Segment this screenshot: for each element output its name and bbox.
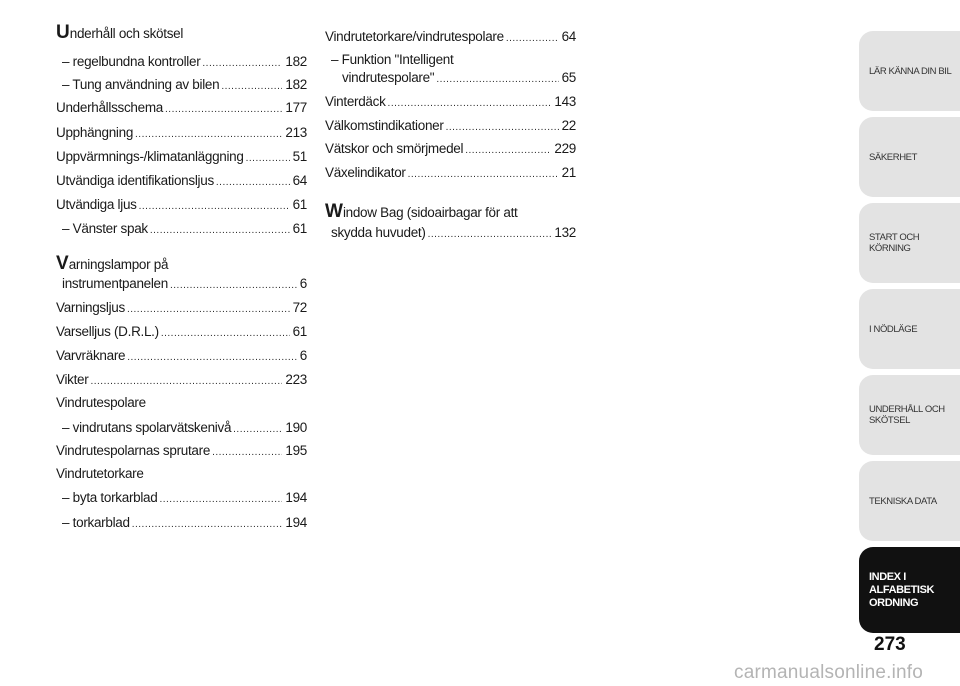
- entry-page: 6: [299, 348, 307, 363]
- index-entry: [325, 165, 576, 183]
- index-entry-label: Vindrutetorkare: [56, 466, 144, 481]
- section-heading-w: [325, 201, 576, 222]
- entry-text: – Tung användning av bilen: [62, 77, 220, 92]
- tab-label: TEKNISKA DATA: [869, 495, 937, 507]
- entry-page: 65: [561, 70, 576, 85]
- leader-dots: [127, 302, 290, 318]
- index-entry: [56, 420, 307, 438]
- section-heading-u: [56, 22, 307, 43]
- entry-text: Vinterdäck: [325, 94, 386, 109]
- entry-text: Utvändiga ljus: [56, 197, 137, 212]
- index-entry: [56, 125, 307, 143]
- entry-page: 64: [292, 173, 307, 188]
- index-entry: [56, 221, 307, 239]
- leader-dots: [465, 143, 551, 159]
- index-entry-label: – Funktion "Intelligent: [331, 52, 454, 67]
- entry-text: – byta torkarblad: [62, 490, 158, 505]
- entry-text: Varningsljus: [56, 300, 125, 315]
- index-entry: [325, 225, 576, 243]
- leader-dots: [388, 96, 552, 112]
- index-entry: [325, 29, 576, 47]
- leader-dots: [135, 127, 282, 143]
- entry-page: 64: [561, 29, 576, 44]
- entry-page: 6: [299, 276, 307, 291]
- tab-label: I NÖDLÄGE: [869, 323, 918, 335]
- entry-page: 61: [292, 324, 307, 339]
- tab-label: SÄKERHET: [869, 151, 918, 163]
- tab-label: UNDERHÅLL OCH SKÖTSEL: [869, 404, 945, 426]
- index-entry: [56, 490, 307, 508]
- entry-page: 223: [285, 372, 307, 387]
- entry-page: 22: [561, 118, 576, 133]
- index-entry: [56, 173, 307, 191]
- entry-text: Utvändiga identifikationsljus: [56, 173, 214, 188]
- index-entry: [56, 515, 307, 533]
- leader-dots: [202, 56, 282, 72]
- tab-sakerhet[interactable]: [859, 117, 960, 197]
- entry-text: Varselljus (D.R.L.): [56, 324, 159, 339]
- entry-text: – Vänster spak: [62, 221, 148, 236]
- index-entry: [325, 70, 576, 88]
- tab-label: LÄR KÄNNA DIN BIL: [869, 65, 952, 77]
- entry-page: 61: [292, 197, 307, 212]
- watermark: carmanualsonline.info: [734, 662, 924, 683]
- index-entry: [56, 443, 307, 461]
- leader-dots: [221, 79, 282, 95]
- entry-page: 190: [285, 420, 307, 435]
- index-entry: [56, 77, 307, 95]
- entry-text: Vikter: [56, 372, 89, 387]
- leader-dots: [165, 102, 282, 118]
- entry-text: Vindrutetorkare/vindrutespolare: [325, 29, 504, 44]
- tab-index-alfabetisk-ordning[interactable]: [859, 547, 960, 633]
- index-entry: [56, 372, 307, 390]
- leader-dots: [446, 120, 559, 136]
- leader-dots: [408, 167, 559, 183]
- entry-text: Växelindikator: [325, 165, 406, 180]
- heading-initial: V: [56, 253, 69, 274]
- entry-text: Välkomstindikationer: [325, 118, 444, 133]
- tab-tekniska-data[interactable]: [859, 461, 960, 541]
- entry-page: 182: [285, 54, 307, 69]
- leader-dots: [233, 422, 282, 438]
- entry-page: 229: [554, 141, 576, 156]
- index-entry: [56, 348, 307, 366]
- leader-dots: [428, 227, 552, 243]
- tab-underhall-och-skotsel[interactable]: [859, 375, 960, 455]
- entry-page: 21: [561, 165, 576, 180]
- entry-page: 182: [285, 77, 307, 92]
- leader-dots: [161, 326, 290, 342]
- index-entry: [56, 300, 307, 318]
- leader-dots: [127, 350, 297, 366]
- leader-dots: [246, 151, 290, 167]
- section-heading-v: [56, 253, 307, 274]
- entry-page: 213: [285, 125, 307, 140]
- leader-dots: [90, 374, 282, 390]
- entry-text: Vätskor och smörjmedel: [325, 141, 464, 156]
- tab-lar-kanna-din-bil[interactable]: [859, 31, 960, 111]
- index-entry: [325, 94, 576, 112]
- entry-page: 194: [285, 490, 307, 505]
- entry-page: 61: [292, 221, 307, 236]
- leader-dots: [159, 492, 282, 508]
- entry-page: 195: [285, 443, 307, 458]
- entry-page: 72: [292, 300, 307, 315]
- index-entry: [56, 197, 307, 215]
- entry-text: vindrutespolare": [342, 70, 435, 85]
- leader-dots: [216, 175, 290, 191]
- heading-text: nderhåll och skötsel: [69, 26, 184, 41]
- entry-page: 51: [292, 149, 307, 164]
- entry-text: – vindrutans spolarvätskenivå: [62, 420, 232, 435]
- heading-initial: W: [325, 201, 343, 222]
- entry-page: 143: [554, 94, 576, 109]
- index-entry: [56, 324, 307, 342]
- tab-start-och-korning[interactable]: [859, 203, 960, 283]
- leader-dots: [132, 517, 283, 533]
- heading-initial: U: [56, 22, 70, 43]
- entry-text: – torkarblad: [62, 515, 130, 530]
- index-entry: [56, 149, 307, 167]
- entry-text: Vindrutespolarnas sprutare: [56, 443, 211, 458]
- entry-text: skydda huvudet): [331, 225, 426, 240]
- entry-page: 194: [285, 515, 307, 530]
- index-entry: [56, 100, 307, 118]
- index-entry: [325, 141, 576, 159]
- leader-dots: [139, 199, 290, 215]
- leader-dots: [170, 278, 297, 294]
- index-entry-label: Vindrutespolare: [56, 395, 146, 410]
- tab-label: START OCH KÖRNING: [869, 232, 920, 254]
- entry-text: Uppvärmnings-/klimatanläggning: [56, 149, 244, 164]
- leader-dots: [436, 72, 558, 88]
- heading-text: indow Bag (sidoairbagar för att: [342, 205, 518, 220]
- leader-dots: [212, 445, 282, 461]
- entry-page: 177: [285, 100, 307, 115]
- entry-text: Underhållsschema: [56, 100, 164, 115]
- tab-label: INDEX I ALFABETISK ORDNING: [869, 570, 935, 609]
- leader-dots: [506, 31, 559, 47]
- heading-text: arningslampor på: [68, 257, 169, 272]
- entry-text: instrumentpanelen: [62, 276, 168, 291]
- index-entry: [56, 276, 307, 294]
- entry-text: – regelbundna kontroller: [62, 54, 201, 69]
- leader-dots: [150, 223, 290, 239]
- page-number: 273: [874, 634, 906, 655]
- index-entry: [56, 54, 307, 72]
- entry-text: Varvräknare: [56, 348, 126, 363]
- entry-text: Upphängning: [56, 125, 134, 140]
- index-entry: [325, 118, 576, 136]
- tab-i-nodlage[interactable]: [859, 289, 960, 369]
- entry-page: 132: [554, 225, 576, 240]
